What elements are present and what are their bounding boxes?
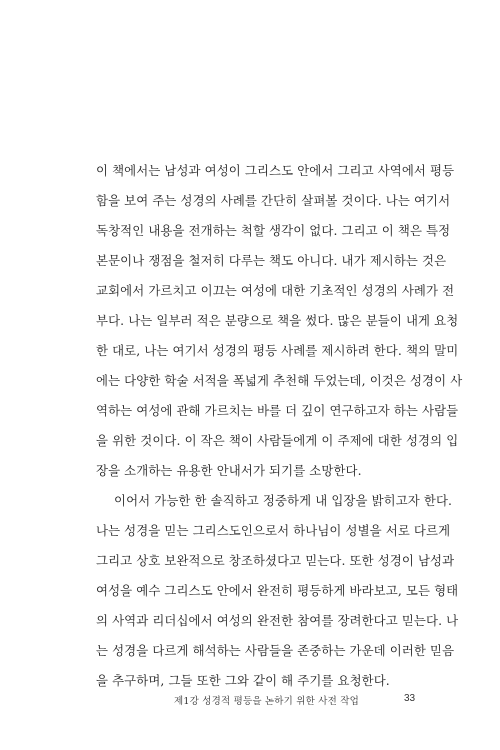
page-footer	[0, 693, 500, 709]
text-line: 이어서 가능한 한 솔직하고 정중하게 내 입장을 밝히고자 한다.	[114, 493, 453, 508]
text-line: 장을 소개하는 유용한 안내서가 되기를 소망한다.	[96, 463, 362, 478]
body-text	[96, 156, 463, 696]
text-line: 그리고 상호 보완적으로 창조하셨다고 믿는다. 또한 성경이 남성과	[96, 553, 455, 568]
text-line: 교회에서 가르치고 이끄는 여성에 대한 기초적인 성경의 사례가 전	[96, 283, 455, 298]
text-line: 이 책에서는 남성과 여성이 그리스도 안에서 그리고 사역에서 평등	[96, 163, 455, 178]
text-line: 에는 다양한 학술 서적을 폭넓게 추천해 두었는데, 이것은 성경이 사	[96, 373, 463, 388]
text-line: 독창적인 내용을 전개하는 척할 생각이 없다. 그리고 이 책은 특정	[96, 223, 451, 238]
text-line: 부다. 나는 일부러 적은 분량으로 책을 썼다. 많은 분들이 내게 요청	[96, 313, 459, 328]
text-line: 여성을 예수 그리스도 안에서 완전히 평등하게 바라보고, 모든 형태	[96, 583, 459, 598]
text-line: 본문이나 쟁점을 철저히 다루는 책도 아니다. 내가 제시하는 것은	[96, 253, 447, 268]
paragraph-1	[96, 156, 463, 486]
text-line: 함을 보여 주는 성경의 사례를 간단히 살펴볼 것이다. 나는 여기서	[96, 193, 451, 208]
paragraph-2	[96, 486, 459, 696]
text-line: 의 사역과 리더십에서 여성의 완전한 참여를 장려한다고 믿는다. 나	[96, 613, 459, 628]
text-line: 역하는 여성에 관해 가르치는 바를 더 깊이 연구하고자 하는 사람들	[96, 403, 459, 418]
text-line: 한 대로, 나는 여기서 성경의 평등 사례를 제시하려 한다. 책의 말미	[96, 343, 459, 358]
text-line: 을 위한 것이다. 이 작은 책이 사람들에게 이 주제에 대한 성경의 입	[96, 433, 459, 448]
page-number: 33	[404, 693, 416, 704]
text-line: 나는 성경을 믿는 그리스도인으로서 하나님이 성별을 서로 다르게	[96, 523, 451, 538]
text-line: 을 추구하며, 그들 또한 그와 같이 해 주기를 요청한다.	[96, 673, 390, 688]
running-head: 제1강 성경적 평등을 논하기 위한 사전 작업	[174, 696, 359, 707]
text-line: 는 성경을 다르게 해석하는 사람들을 존중하는 가운데 이러한 믿음	[96, 643, 455, 658]
